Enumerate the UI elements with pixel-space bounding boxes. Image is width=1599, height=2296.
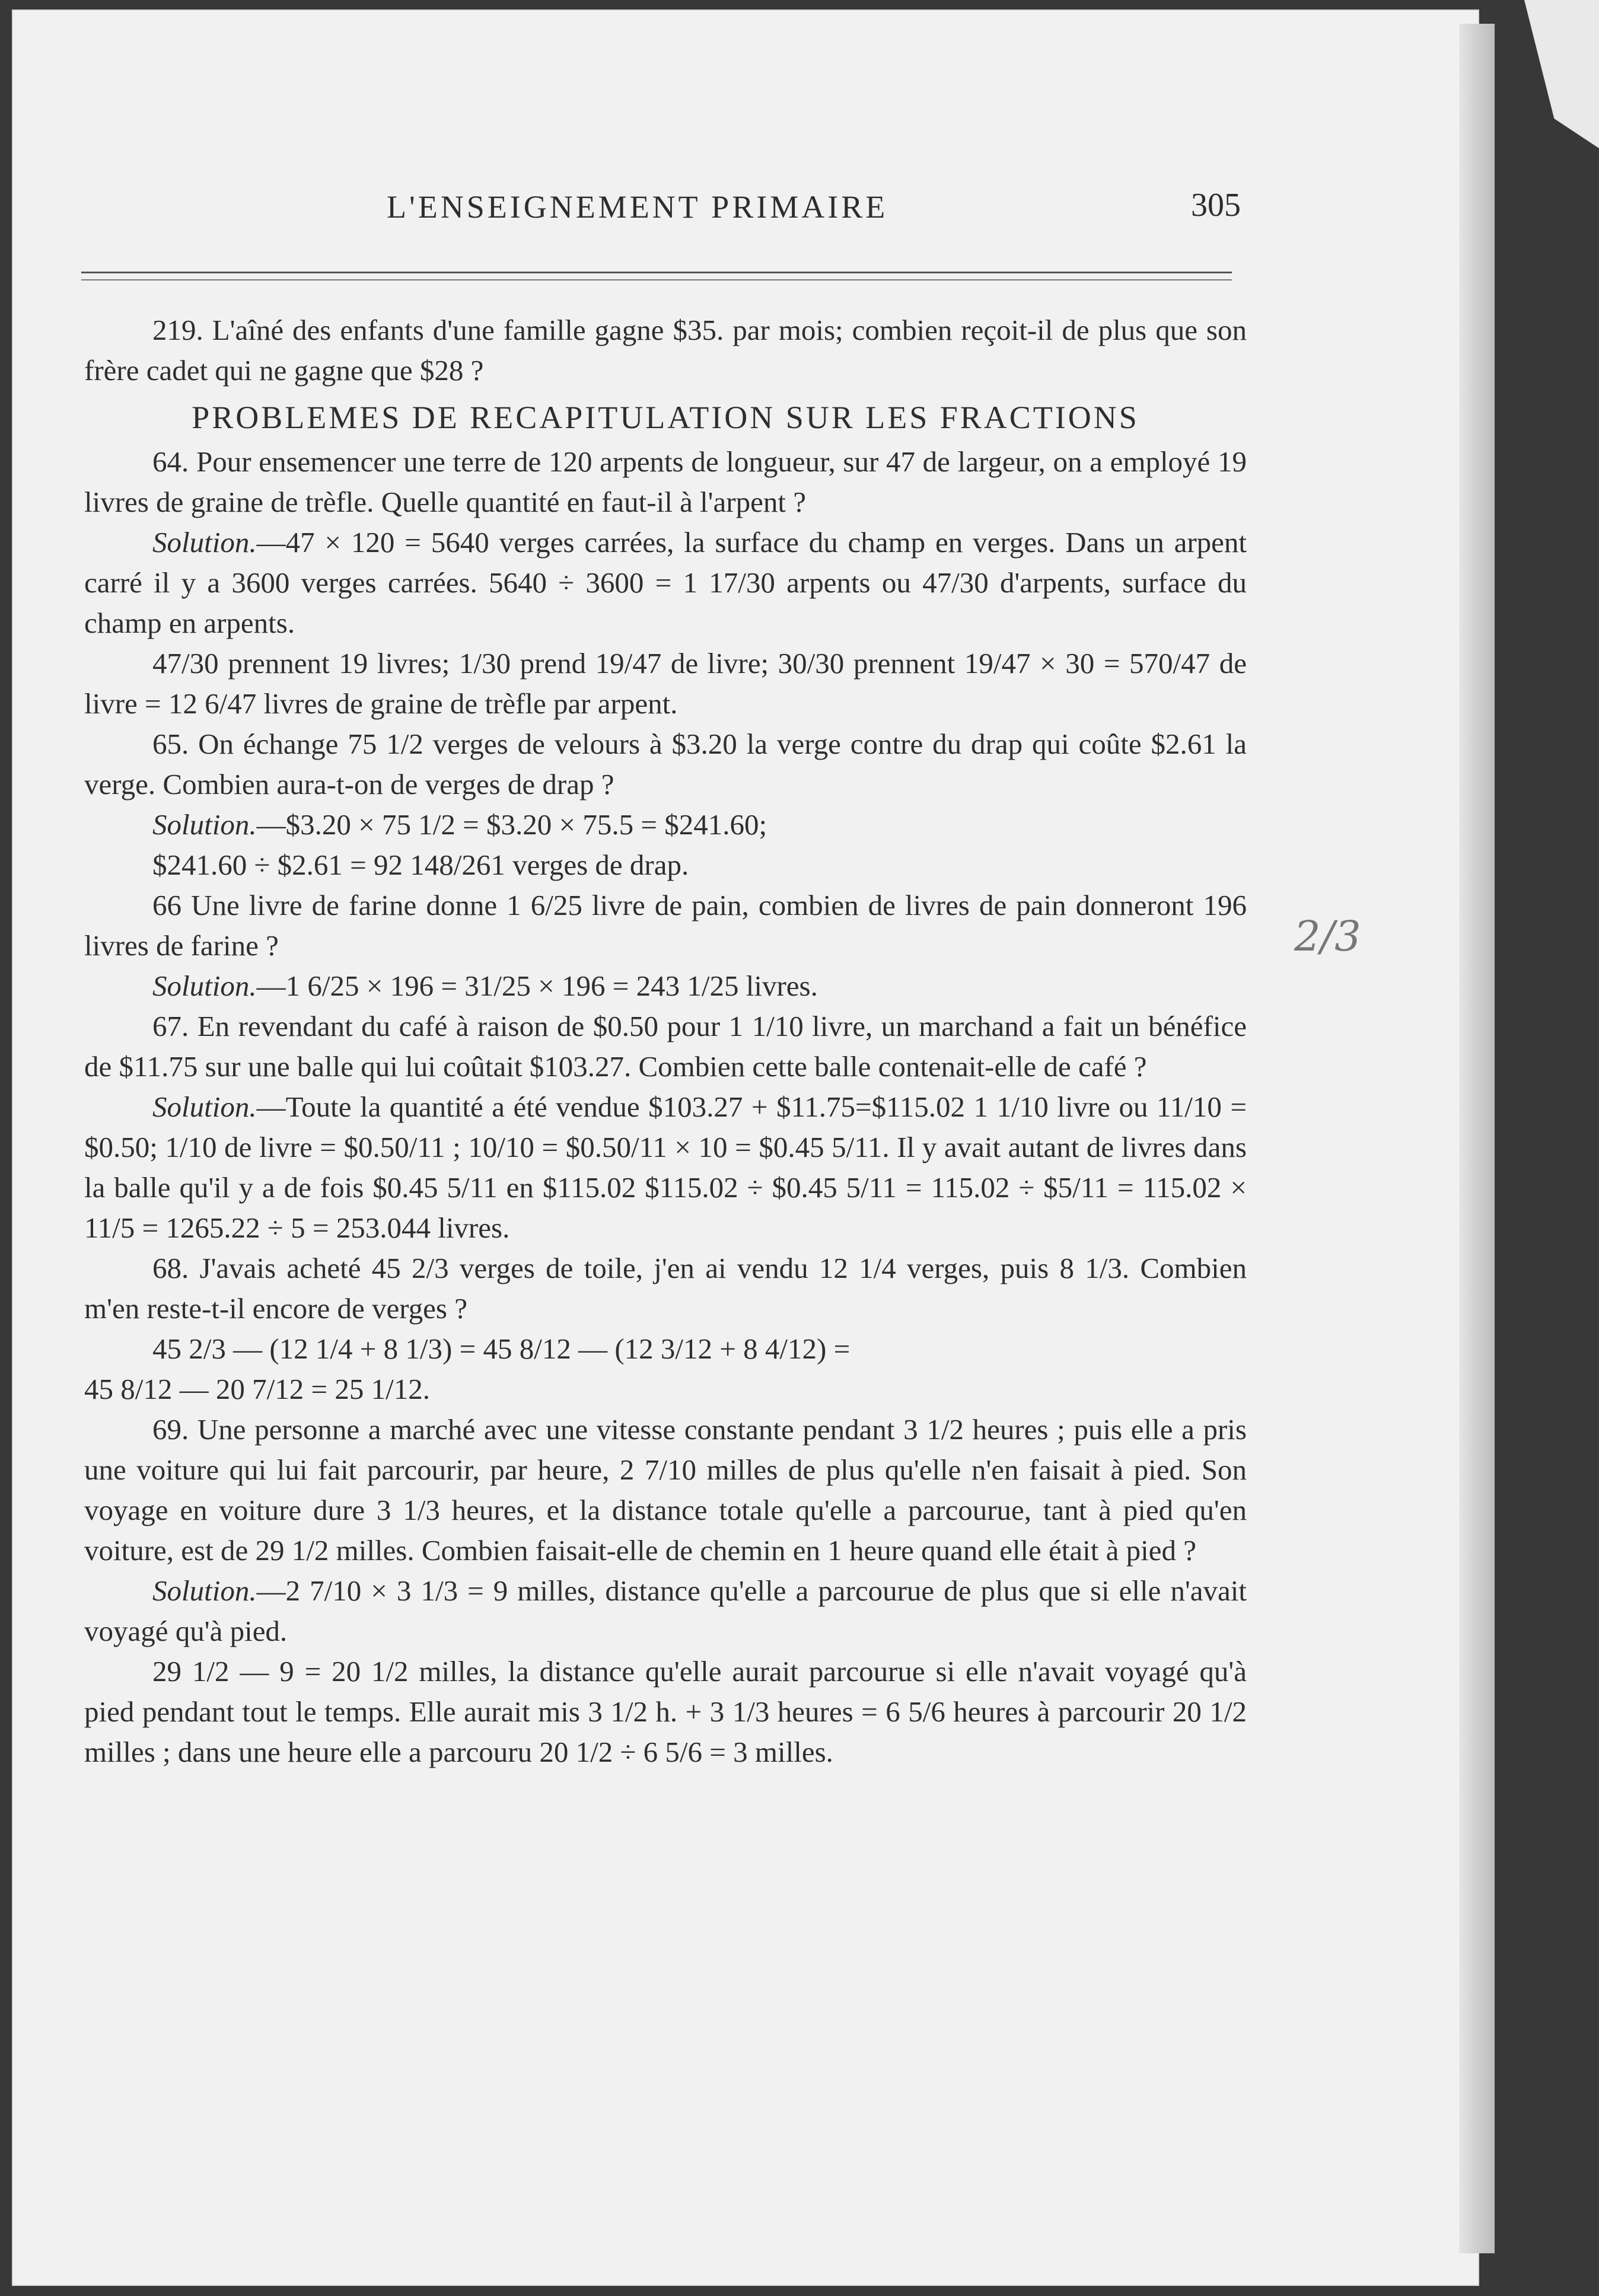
solution-text: —47 × 120 = 5640 verges carrées, la surface du champ en verges. Dans un arpent carré il y a 3600 verges carrées. 5640 ÷ 3600 = 1 17/30 arpents ou 47/30 d'arpents, surface du champ en arpents.	[84, 526, 1247, 639]
problem-67	[84, 1006, 1247, 1248]
problem-65-line2: $241.60 ÷ $2.61 = 92 148/261 verges de drap.	[152, 849, 689, 881]
problem-67-text: 67. En revendant du café à raison de $0.50 pour 1 1/10 livre, un marchand a fait un bénéfice de $11.75 sur une balle qui lui coûtait $103.27. Combien cette balle contenait-elle de café ?	[84, 1010, 1247, 1083]
problem-69-continuation: 29 1/2 — 9 = 20 1/2 milles, la distance qu'elle aurait parcourue si elle n'avait voyagé qu'à pied pendant tout le temps. Elle aurait mis 3 1/2 h. + 3 1/3 heures = 6 5/6 heures à parcourir 20 1/2 milles ; dans une heure elle a parcouru 20 1/2 ÷ 6 5/6 = 3 milles.	[84, 1655, 1247, 1768]
solution-label: Solution.	[152, 808, 257, 841]
problem-65-solution	[84, 805, 1247, 845]
book-page	[13, 11, 1478, 2285]
solution-text: —Toute la quantité a été vendue $103.27 + $11.75=$115.02 1 1/10 livre ou 11/10 = $0.50; 1/10 de livre = $0.50/11 ; 10/10 = $0.50/11 × 10 = $0.45 5/11. Il y avait autant de livres dans la balle qu'il y a de fois $0.45 5/11 en $115.02 $115.02 ÷ $0.45 5/11 = 115.02 ÷ $5/11 = 115.02 × 11/5 = 1265.22 ÷ 5 = 253.044 livres.	[84, 1090, 1247, 1244]
section-heading: PROBLEMES DE RECAPITULATION SUR LES FRACTIONS	[192, 400, 1139, 435]
header-rule	[81, 272, 1232, 280]
page-number: 305	[1191, 187, 1241, 224]
problem-68-text: 68. J'avais acheté 45 2/3 verges de toile, j'en ai vendu 12 1/4 verges, puis 8 1/3. Combien m'en reste-t-il encore de verges ?	[84, 1252, 1247, 1325]
problem-65-text: 65. On échange 75 1/2 verges de velours à $3.20 la verge contre du drap qui coûte $2.61 la verge. Combien aura-t-on de verges de drap ?	[84, 728, 1247, 801]
problem-66-text: 66 Une livre de farine donne 1 6/25 livre de pain, combien de livres de pain donneront 196 livres de farine ?	[84, 889, 1247, 962]
problem-68-line2: 45 8/12 — 20 7/12 = 25 1/12.	[84, 1373, 430, 1405]
problem-64-solution	[84, 522, 1247, 643]
problem-64	[84, 442, 1247, 724]
solution-label: Solution.	[152, 1574, 257, 1607]
problem-64-continuation: 47/30 prennent 19 livres; 1/30 prend 19/47 de livre; 30/30 prennent 19/47 × 30 = 570/47 de livre = 12 6/47 livres de graine de trèfle par arpent.	[84, 647, 1247, 720]
page-corner	[1524, 0, 1599, 148]
solution-label: Solution.	[152, 526, 257, 559]
problem-219: 219. L'aîné des enfants d'une famille gagne $35. par mois; combien reçoit-il de plus que son frère cadet qui ne gagne que $28 ?	[84, 314, 1247, 387]
handwritten-margin-note: 2/3	[1294, 912, 1361, 961]
problem-67-solution	[84, 1087, 1247, 1248]
problem-68	[84, 1248, 1247, 1410]
solution-text: —2 7/10 × 3 1/3 = 9 milles, distance qu'elle a parcourue de plus que si elle n'avait voyagé qu'à pied.	[84, 1574, 1247, 1647]
problem-68-line1: 45 2/3 — (12 1/4 + 8 1/3) = 45 8/12 — (12 3/12 + 8 4/12) =	[152, 1332, 851, 1365]
solution-text: —$3.20 × 75 1/2 = $3.20 × 75.5 = $241.60;	[256, 808, 767, 841]
problem-64-text: 64. Pour ensemencer une terre de 120 arpents de longueur, sur 47 de largeur, on a employé 19 livres de graine de trèfle. Quelle quantité en faut-il à l'arpent ?	[84, 445, 1247, 518]
solution-label: Solution.	[152, 1090, 257, 1123]
running-title: L'ENSEIGNEMENT PRIMAIRE	[387, 189, 888, 225]
page-body	[84, 310, 1247, 1772]
problem-66-solution	[84, 966, 1247, 1006]
solution-text: —1 6/25 × 196 = 31/25 × 196 = 243 1/25 livres.	[256, 970, 818, 1002]
problem-69-solution	[84, 1571, 1247, 1651]
page-edge	[1459, 24, 1495, 2253]
problem-69-text: 69. Une personne a marché avec une vitesse constante pendant 3 1/2 heures ; puis elle a pris une voiture qui lui fait parcourir, par heure, 2 7/10 milles de plus qu'elle n'en faisait à pied. Son voyage en voiture dure 3 1/3 heures, et la distance totale qu'elle a parcourue, tant à pied qu'en voiture, est de 29 1/2 milles. Combien faisait-elle de chemin en 1 heure quand elle était à pied ?	[84, 1413, 1247, 1567]
problem-69	[84, 1410, 1247, 1772]
solution-label: Solution.	[152, 970, 257, 1002]
problem-66	[84, 885, 1247, 1006]
problem-65	[84, 724, 1247, 885]
page-header	[84, 183, 1241, 236]
